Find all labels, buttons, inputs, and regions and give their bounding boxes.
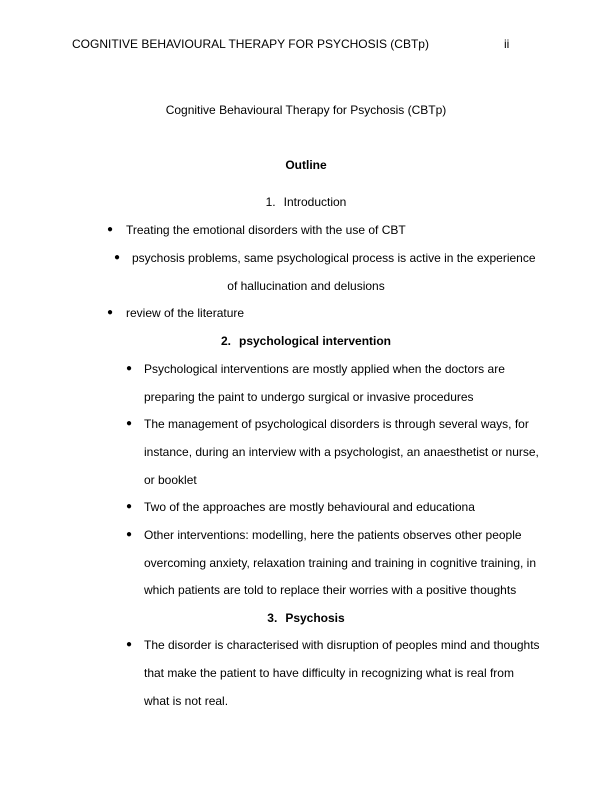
- list-item: review of the literature: [126, 306, 245, 320]
- section-3-label: Psychosis: [285, 611, 345, 625]
- section-3-heading: [0, 612, 612, 624]
- list-item-continuation: what is not real.: [144, 694, 229, 708]
- bullet-icon: ●: [126, 529, 133, 540]
- list-item: psychosis problems, same psychological process is active in the experience: [132, 251, 536, 265]
- section-1-heading: [0, 196, 612, 208]
- section-3-number: 3.: [267, 611, 278, 625]
- section-1-label: Introduction: [283, 195, 347, 209]
- list-item-continuation: instance, during an interview with a psychologist, an anaesthetist or nurse,: [144, 445, 539, 459]
- list-item-continuation: preparing the paint to undergo surgical or invasive procedures: [144, 390, 474, 404]
- section-2-label: psychological intervention: [238, 334, 392, 348]
- list-item-continuation: that make the patient to have difficulty in recognizing what is real from: [144, 666, 514, 680]
- bullet-icon: ●: [114, 252, 121, 263]
- list-item: Two of the approaches are mostly behavioural and educationa: [144, 500, 475, 514]
- bullet-icon: ●: [126, 501, 133, 512]
- bullet-icon: ●: [126, 418, 133, 429]
- list-item: Treating the emotional disorders with the use of CBT: [126, 223, 406, 237]
- section-2-number: 2.: [220, 334, 231, 348]
- bullet-icon: ●: [126, 639, 133, 650]
- list-item: The management of psychological disorders is through several ways, for: [144, 417, 529, 431]
- document-title: Cognitive Behavioural Therapy for Psychosis (CBTp): [165, 103, 447, 117]
- bullet-icon: ●: [107, 307, 114, 318]
- page-number: ii: [504, 37, 510, 51]
- section-2-heading: [0, 335, 612, 347]
- running-head: COGNITIVE BEHAVIOURAL THERAPY FOR PSYCHOSIS (CBTp): [72, 37, 429, 51]
- list-item-continuation: of hallucination and delusions: [227, 279, 385, 293]
- bullet-icon: ●: [126, 363, 133, 374]
- section-1-number: 1.: [265, 195, 276, 209]
- list-item-continuation: overcoming anxiety, relaxation training and training in cognitive training, in: [144, 556, 536, 570]
- list-item-continuation: which patients are told to replace their worries with a positive thoughts: [144, 583, 517, 597]
- list-item: Psychological interventions are mostly applied when the doctors are: [144, 362, 505, 376]
- list-item: The disorder is characterised with disruption of peoples mind and thoughts: [144, 638, 540, 652]
- list-item: Other interventions: modelling, here the patients observes other people: [144, 528, 522, 542]
- outline-heading: Outline: [285, 158, 327, 172]
- bullet-icon: ●: [107, 224, 114, 235]
- list-item-continuation: or booklet: [144, 473, 197, 487]
